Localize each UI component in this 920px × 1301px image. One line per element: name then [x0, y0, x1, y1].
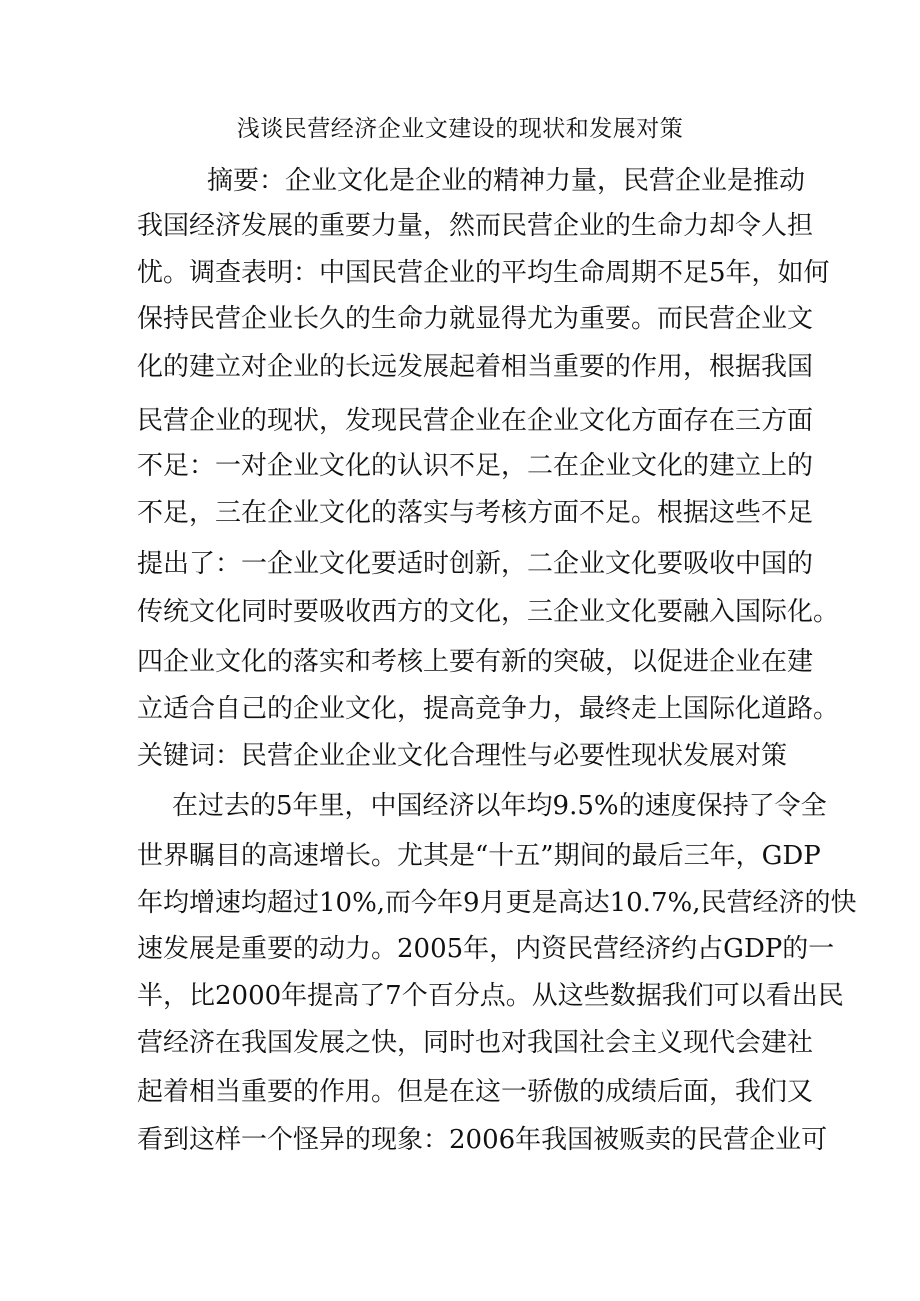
abstract-line: 不足：一对企业文化的认识不足，二在企业文化的建立上的 [137, 451, 814, 481]
body-line: 世界瞩目的高速增长。尤其是“十五”期间的最后三年，GDP [137, 841, 821, 871]
body-line: 营经济在我国发展之快，同时也对我国社会主义现代会建社 [137, 1028, 814, 1058]
abstract-line: 保持民营企业长久的生命力就显得尤为重要。而民营企业文 [137, 304, 814, 334]
abstract-line: 四企业文化的落实和考核上要有新的突破，以促进企业在建 [137, 647, 814, 677]
abstract-line: 我国经济发展的重要力量，然而民营企业的生命力却令人担 [137, 211, 814, 241]
document-title: 浅谈民营经济企业文建设的现状和发展对策 [236, 116, 684, 142]
abstract-line: 提出了：一企业文化要适时创新，二企业文化要吸收中国的 [137, 549, 814, 579]
body-line: 看到这样一个怪异的现象：2006年我国被贩卖的民营企业可 [137, 1125, 828, 1155]
body-line: 年均增速均超过10%,而今年9月更是高达10.7%,民营经济的快 [137, 888, 857, 918]
abstract-line: 不足，三在企业文化的落实与考核方面不足。根据这些不足 [137, 498, 814, 528]
body-line: 半，比2000年提高了7个百分点。从这些数据我们可以看出民 [137, 981, 844, 1011]
body-line: 在过去的5年里，中国经济以年均9.5%的速度保持了令全 [172, 791, 827, 821]
abstract-line: 化的建立对企业的长远发展起着相当重要的作用，根据我国 [137, 352, 814, 382]
abstract-line: 立适合自己的企业文化，提高竞争力，最终走上国际化道路。 [137, 694, 840, 724]
abstract-line: 忧。调查表明：中国民营企业的平均生命周期不足5年，如何 [137, 258, 830, 288]
abstract-line: 传统文化同时要吸收西方的文化，三企业文化要融入国际化。 [137, 597, 840, 627]
body-line: 速发展是重要的动力。2005年，内资民营经济约占GDP的一 [137, 934, 835, 964]
keywords-line: 关键词：民营企业企业文化合理性与必要性现状发展对策 [137, 741, 788, 771]
abstract-line: 摘要：企业文化是企业的精神力量，民营企业是推动 [207, 166, 806, 196]
abstract-line: 民营企业的现状，发现民营企业在企业文化方面存在三方面 [137, 406, 814, 436]
body-line: 起着相当重要的作用。但是在这一骄傲的成绩后面，我们又 [137, 1077, 814, 1107]
